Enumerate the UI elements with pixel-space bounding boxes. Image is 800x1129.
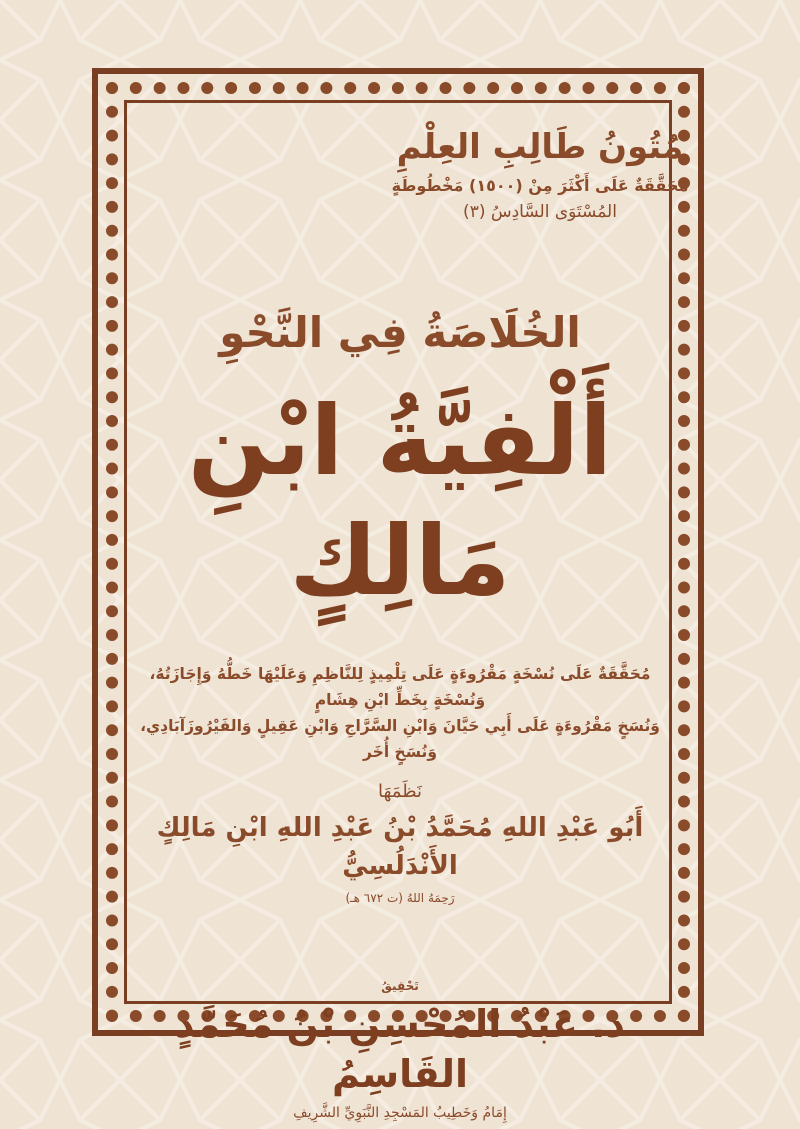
description-line: وَنُسَخٍ مَقْرُوءَةٍ عَلَى أَبِي حَيَّانَ وَابْنِ السَّرَّاجِ وَابْنِ عَقِيلٍ وَالفَيْرُوزَآبَادِي، وَنُسَخٍ أُخَر xyxy=(140,717,660,761)
editor-label: تَحْقِيقُ xyxy=(381,979,419,993)
book-description xyxy=(130,661,670,765)
series-level: المُسْتَوَى السَّادِسُ (٣) xyxy=(463,202,617,222)
book-subtitle: الخُلَاصَةُ فِي النَّحْوِ xyxy=(219,308,581,357)
author-label: نَظَمَهَا xyxy=(378,781,422,802)
main-content xyxy=(130,305,670,1123)
series-title: مُتُونُ طَالِبِ العِلْمِ xyxy=(396,127,684,167)
series-block xyxy=(380,125,700,223)
author-death-date: رَحِمَهُ اللهُ (ت ٦٧٢ هـ) xyxy=(345,891,455,905)
author-name: أَبُو عَبْدِ اللهِ مُحَمَّدُ بْنُ عَبْدِ اللهِ ابْنِ مَالِكٍ الأَنْدَلُسِيُّ xyxy=(156,813,644,881)
description-line: مُحَقَّقَةٌ عَلَى نُسْخَةٍ مَقْرُوءَةٍ عَلَى تِلْمِيذٍ لِلنَّاظِمِ وَعَلَيْهَا خَطُّهُ وَإِجَازَتُهُ، وَنُسْخَةٍ بِخَطِّ ابْنِ هِشَامٍ xyxy=(149,665,651,709)
editor-name: د. عَبْدُ المُحْسِنِ بْنُ مُحَمَّدٍ القَاسِمُ xyxy=(174,1002,626,1096)
book-title: أَلْفِيَّةُ ابْنِ مَالِكٍ xyxy=(187,385,613,617)
editor-role: إِمَامُ وَخَطِيبُ المَسْجِدِ النَّبَوِيِّ الشَّرِيفِ xyxy=(293,1105,507,1121)
series-subtitle: مُحَقَّقَةٌ عَلَى أَكْثَرَ مِنْ (١٥٠٠) مَخْطُوطَةٍ xyxy=(391,176,689,195)
